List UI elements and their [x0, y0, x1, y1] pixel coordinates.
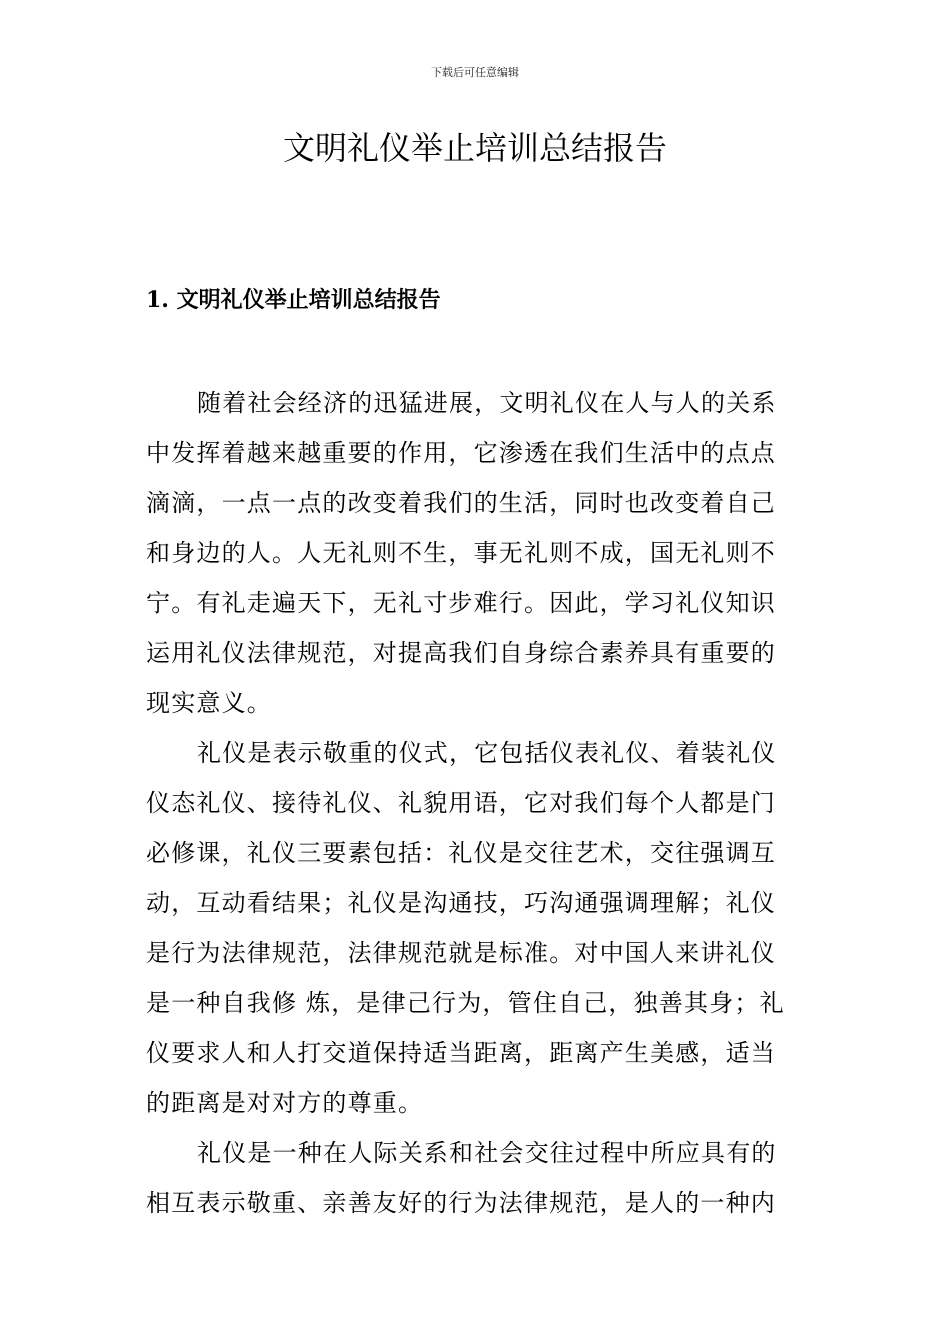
document-title: 文明礼仪举止培训总结报告 — [282, 129, 667, 167]
paragraph-line: 的距离是对对方的尊重。 — [146, 1089, 424, 1117]
paragraph-line: 仪要求人和人打交道保持适当距离，距离产生美感，适当 — [146, 1039, 776, 1067]
paragraph-line: 中发挥着越来越重要的作用，它渗透在我们生活中的点点 — [146, 439, 776, 467]
header-note: 下载后可任意编辑 — [431, 66, 519, 79]
paragraph-line: 随着社会经济的迅猛进展，文明礼仪在人与人的关系 — [197, 389, 777, 417]
paragraph-line: 滴滴，一点一点的改变着我们的生活，同时也改变着自己 — [146, 489, 776, 517]
paragraph-line: 仪态礼仪、接待礼仪、礼貌用语，它对我们每个人都是门 — [146, 789, 776, 817]
paragraph-line: 动，互动看结果；礼仪是沟通技，巧沟通强调理解；礼仪 — [146, 889, 776, 917]
section-heading: 1. 文明礼仪举止培训总结报告 — [146, 287, 441, 313]
paragraph — [146, 1128, 812, 1228]
paragraph-line: 宁。有礼走遍天下，无礼寸步难行。因此，学习礼仪知识 — [146, 589, 776, 617]
paragraph-line: 现实意义。 — [146, 689, 272, 717]
body-text — [146, 378, 812, 1228]
paragraph-line: 运用礼仪法律规范，对提高我们自身综合素养具有重要的 — [146, 639, 776, 667]
paragraph — [146, 728, 812, 1128]
paragraph-line: 礼仪是表示敬重的仪式，它包括仪表礼仪、着装礼仪 — [197, 739, 777, 767]
paragraph-line: 和身边的人。人无礼则不生，事无礼则不成，国无礼则不 — [146, 539, 776, 567]
paragraph-line: 是一种自我修 炼，是律己行为，管住自己，独善其身；礼 — [146, 989, 785, 1017]
paragraph-line: 是行为法律规范，法律规范就是标准。对中国人来讲礼仪 — [146, 939, 776, 967]
paragraph-line: 礼仪是一种在人际关系和社会交往过程中所应具有的 — [197, 1139, 777, 1167]
paragraph-line: 相互表示敬重、亲善友好的行为法律规范，是人的一种内 — [146, 1189, 776, 1217]
paragraph — [146, 378, 812, 728]
paragraph-line: 必修课，礼仪三要素包括：礼仪是交往艺术，交往强调互 — [146, 839, 776, 867]
